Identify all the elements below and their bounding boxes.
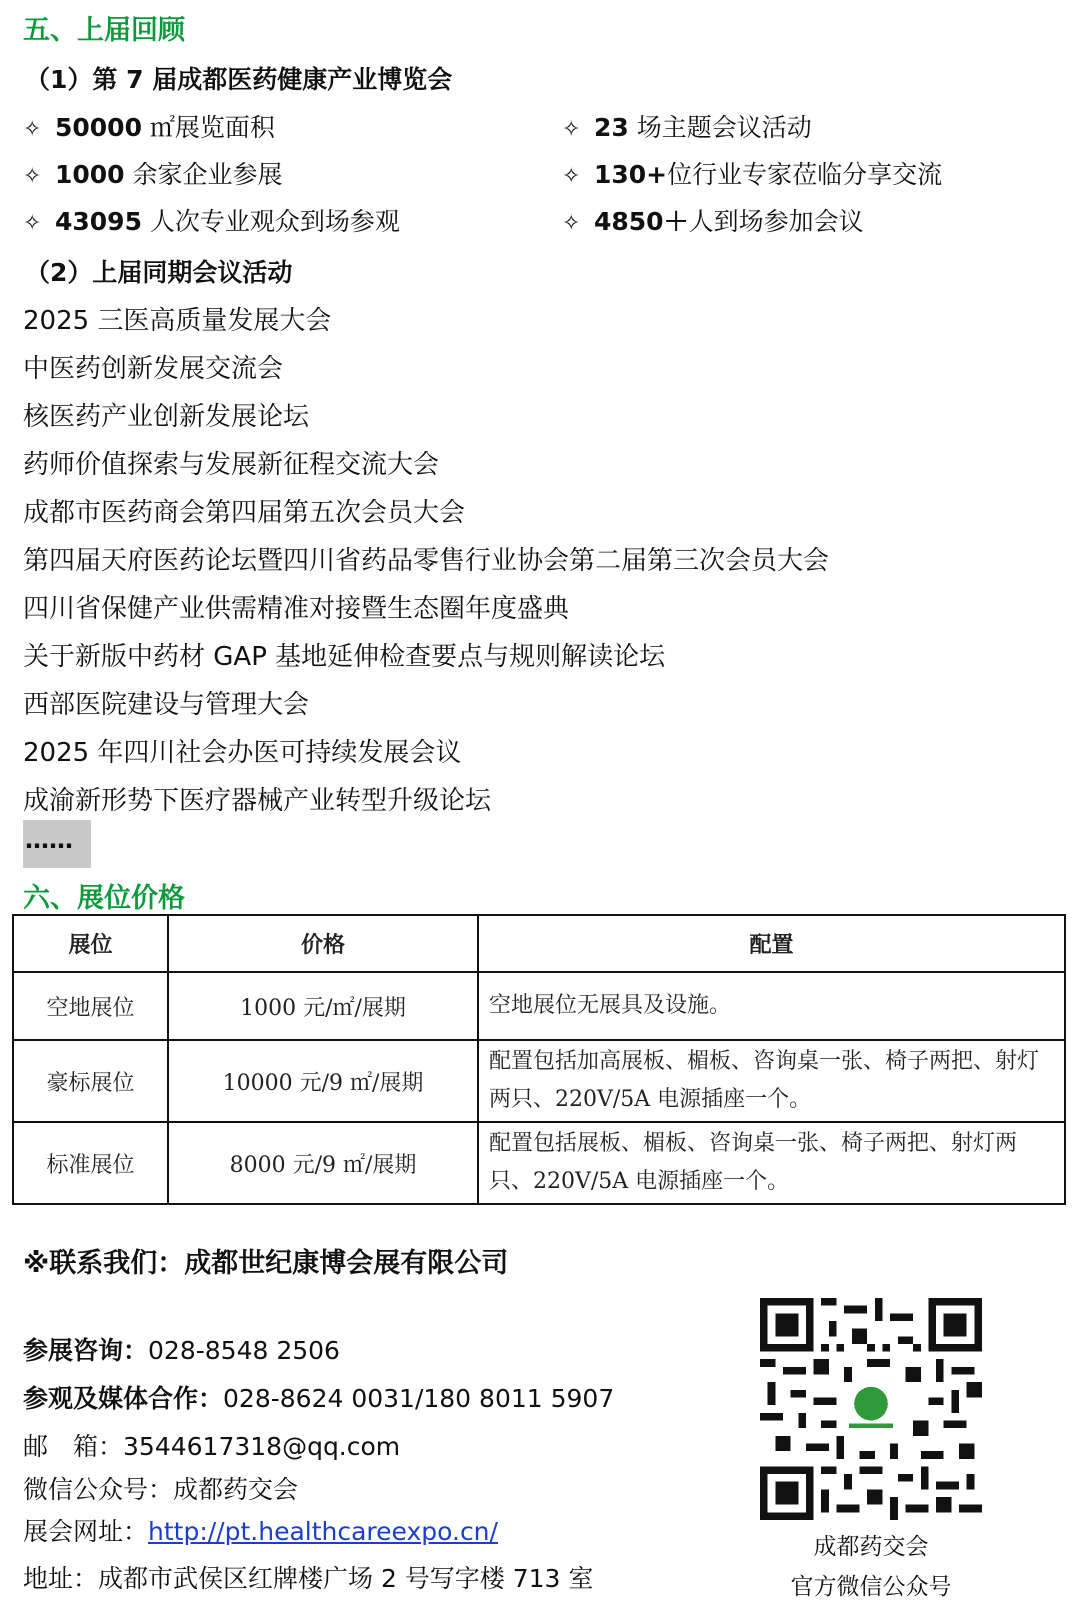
- table-row: [13, 1040, 1065, 1122]
- stat-label: 位行业专家莅临分享交流: [667, 160, 943, 189]
- media-line: [23, 1379, 614, 1415]
- stat-item: [23, 108, 275, 144]
- stat-item: [562, 155, 942, 191]
- diamond-bullet-icon: ✧: [23, 117, 42, 142]
- email-label: 邮 箱：: [23, 1432, 124, 1461]
- table-header-row: [13, 915, 1065, 972]
- subsection-title-expo: （1）第 7 届成都医药健康产业博览会: [25, 65, 453, 94]
- price-table: [12, 914, 1066, 1205]
- event-item: 成都市医药商会第四届第五次会员大会: [23, 498, 466, 528]
- wechat-line: 微信公众号：成都药交会: [23, 1475, 299, 1504]
- stat-number: 130+: [594, 160, 668, 189]
- event-item: 成渝新形势下医疗器械产业转型升级论坛: [23, 786, 492, 816]
- diamond-bullet-icon: ✧: [562, 211, 581, 236]
- event-item: 核医药产业创新发展论坛: [23, 402, 310, 432]
- email-line: [23, 1427, 400, 1463]
- qr-code-image: [760, 1298, 982, 1520]
- consult-line: [23, 1331, 340, 1367]
- price-cell: 8000 元/9 ㎡/展期: [168, 1122, 478, 1204]
- booth-cell: 豪标展位: [13, 1040, 168, 1122]
- address-line: 地址：成都市武侯区红牌楼广场 2 号写字楼 713 室: [23, 1564, 594, 1593]
- stat-item: [23, 155, 283, 191]
- config-cell: 配置包括展板、楣板、咨询桌一张、椅子两把、射灯两只、220V/5A 电源插座一个。: [478, 1122, 1065, 1204]
- column-header-config: 配置: [478, 915, 1065, 972]
- column-header-price: 价格: [168, 915, 478, 972]
- price-cell: 10000 元/9 ㎡/展期: [168, 1040, 478, 1122]
- diamond-bullet-icon: ✧: [562, 117, 581, 142]
- stat-number: 1000: [55, 160, 125, 189]
- stat-item: [23, 202, 400, 238]
- diamond-bullet-icon: ✧: [23, 211, 42, 236]
- stat-item: [562, 202, 864, 238]
- event-item: 中医药创新发展交流会: [23, 354, 284, 384]
- booth-cell: 空地展位: [13, 972, 168, 1040]
- table-row: [13, 972, 1065, 1040]
- diamond-bullet-icon: ✧: [23, 164, 42, 189]
- qr-caption-desc: 官方微信公众号: [790, 1574, 952, 1600]
- stat-number: 4850＋: [594, 207, 689, 236]
- event-item: 2025 三医高质量发展大会: [23, 306, 332, 336]
- contact-heading: ※联系我们：成都世纪康博会展有限公司: [23, 1248, 509, 1279]
- stat-label: 人到场参加会议: [688, 207, 864, 236]
- column-header-booth: 展位: [13, 915, 168, 972]
- event-item: 2025 年四川社会办医可持续发展会议: [23, 738, 462, 768]
- media-label: 参观及媒体合作：: [23, 1384, 224, 1413]
- diamond-bullet-icon: ✧: [562, 164, 581, 189]
- consult-phone: 028-8548 2506: [148, 1336, 340, 1365]
- event-item: 药师价值探索与发展新征程交流大会: [23, 450, 440, 480]
- stat-number: 43095: [55, 207, 142, 236]
- event-item: 关于新版中药材 GAP 基地延伸检查要点与规则解读论坛: [23, 642, 666, 672]
- event-item: 第四届天府医药论坛暨四川省药品零售行业协会第二届第三次会员大会: [23, 546, 830, 576]
- stat-label: 人次专业观众到场参观: [141, 207, 400, 236]
- stat-label: 场主题会议活动: [628, 113, 812, 142]
- event-item: 西部医院建设与管理大会: [23, 690, 310, 720]
- email-address[interactable]: 3544617318@qq.com: [123, 1432, 401, 1461]
- stat-number: 23: [594, 113, 629, 142]
- subsection-title-events: （2）上届同期会议活动: [25, 258, 293, 287]
- config-cell: 空地展位无展具及设施。: [478, 972, 1065, 1040]
- stat-item: [562, 108, 812, 144]
- website-line: [23, 1512, 498, 1548]
- event-item: 四川省保健产业供需精准对接暨生态圈年度盛典: [23, 594, 570, 624]
- section-title-pricing: 六、展位价格: [23, 883, 185, 914]
- consult-label: 参展咨询：: [23, 1336, 149, 1365]
- qr-caption-name: 成都药交会: [813, 1534, 929, 1560]
- config-cell: 配置包括加高展板、楣板、咨询桌一张、椅子两把、射灯两只、220V/5A 电源插座一个。: [478, 1040, 1065, 1122]
- website-link[interactable]: http://pt.healthcareexpo.cn/: [148, 1517, 498, 1546]
- stat-label: 余家企业参展: [124, 160, 283, 189]
- booth-cell: 标准展位: [13, 1122, 168, 1204]
- table-row: [13, 1122, 1065, 1204]
- section-title-review: 五、上届回顾: [23, 15, 185, 46]
- website-label: 展会网址：: [23, 1517, 149, 1546]
- stat-label: ㎡展览面积: [141, 113, 275, 142]
- media-phone: 028-8624 0031/180 8011 5907: [223, 1384, 615, 1413]
- price-cell: 1000 元/㎡/展期: [168, 972, 478, 1040]
- stat-number: 50000: [55, 113, 142, 142]
- more-ellipsis: ……: [23, 820, 91, 868]
